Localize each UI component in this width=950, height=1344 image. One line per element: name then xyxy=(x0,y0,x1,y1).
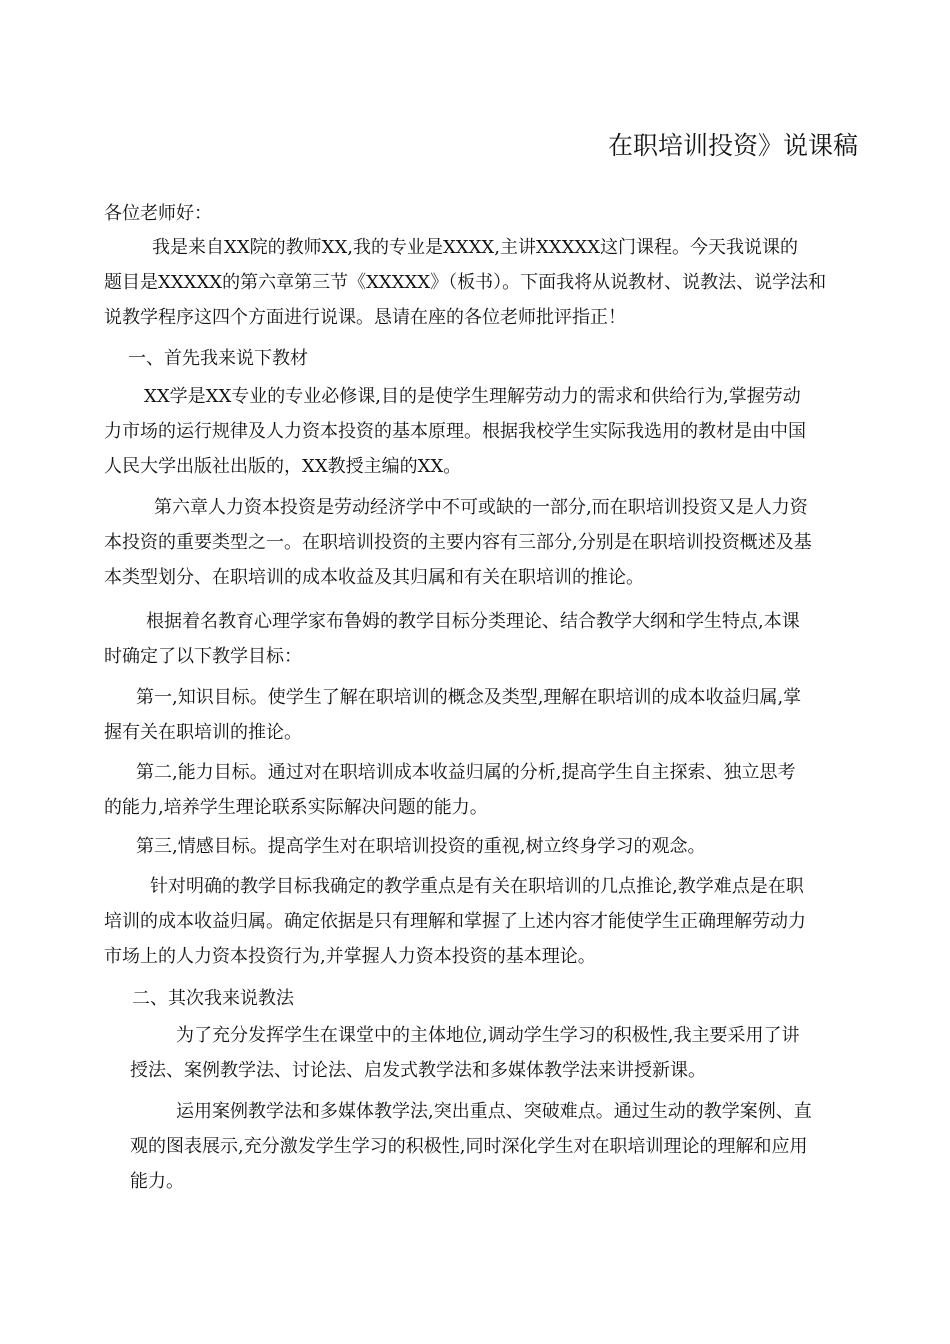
paragraph-line: 时确定了以下教学目标： xyxy=(104,646,302,667)
paragraph-line: 握有关在职培训的推论。 xyxy=(104,722,302,743)
paragraph-line: 针对明确的教学目标我确定的教学重点是有关在职培训的几点推论,教学难点是在职 xyxy=(150,876,804,897)
paragraph-line: 观的图表展示,充分激发学生学习的积极性,同时深化学生对在职培训理论的理解和应用 xyxy=(130,1136,808,1157)
section-heading-methods xyxy=(132,981,294,1016)
paragraph-chapter xyxy=(104,490,812,595)
paragraph-line: 的能力,培养学生理论联系实际解决问题的能力。 xyxy=(104,797,488,818)
document-title: 在职培训投资》说课稿 xyxy=(607,131,858,160)
paragraph-line: 培训的成本收益归属。确定依据是只有理解和掌握了上述内容才能使学生正确理解劳动力 xyxy=(104,911,806,932)
paragraph-objective-knowledge xyxy=(104,680,801,750)
paragraph-line: 根据着名教育心理学家布鲁姆的教学目标分类理论、结合教学大纲和学生特点,本课 xyxy=(146,611,800,632)
paragraph-line: 为了充分发挥学生在课堂中的主体地位,调动学生学习的积极性,我主要采用了讲 xyxy=(176,1025,800,1046)
paragraph-objective-emotion xyxy=(136,829,705,864)
paragraph-course xyxy=(104,379,806,484)
paragraph-key-points xyxy=(104,869,806,974)
paragraph-line: 本类型划分、在职培训的成本收益及其归属和有关在职培训的推论。 xyxy=(104,567,644,588)
paragraph-line: 市场上的人力资本投资行为,并掌握人力资本投资的基本理论。 xyxy=(104,946,596,967)
paragraph-line: 第二,能力目标。通过对在职培训成本收益归属的分析,提高学生自主探索、独立思考 xyxy=(136,762,796,783)
heading-text: 二、其次我来说教法 xyxy=(132,988,294,1009)
paragraph-line: 第六章人力资本投资是劳动经济学中不可或缺的一部分,而在职培训投资又是人力资 xyxy=(154,497,808,518)
paragraph-line: 人民大学出版社出版的，XX教授主编的XX。 xyxy=(104,456,462,477)
paragraph-line: 说教学程序这四个方面进行说课。恳请在座的各位老师批评指正！ xyxy=(104,307,626,328)
paragraph-case-method xyxy=(130,1094,812,1199)
paragraph-objectives-intro xyxy=(104,604,800,674)
greeting xyxy=(104,196,212,231)
paragraph-methods xyxy=(130,1018,799,1088)
paragraph-line: 授法、案例教学法、讨论法、启发式教学法和多媒体教学法来讲授新课。 xyxy=(130,1060,706,1081)
paragraph-line: 力市场的运行规律及人力资本投资的基本原理。根据我校学生实际我选用的教材是由中国 xyxy=(104,421,806,442)
section-heading-textbook xyxy=(128,341,308,376)
paragraph-line: 能力。 xyxy=(130,1171,184,1192)
paragraph-line: 本投资的重要类型之一。在职培训投资的主要内容有三部分,分别是在职培训投资概述及基 xyxy=(104,532,812,553)
paragraph-line: 题目是XXXXX的第六章第三节《XXXXX》（板书）。下面我将从说教材、说教法、说学法和 xyxy=(104,272,827,293)
paragraph-line: 我是来自XX院的教师XX,我的专业是XXXX,主讲XXXXX这门课程。今天我说课的 xyxy=(152,237,799,258)
greeting-text: 各位老师好： xyxy=(104,203,212,224)
paragraph-line: 第一,知识目标。使学生了解在职培训的概念及类型,理解在职培训的成本收益归属,掌 xyxy=(136,687,802,708)
paragraph-line: 第三,情感目标。提高学生对在职培训投资的重视,树立终身学习的观念。 xyxy=(136,836,706,857)
paragraph-line: 运用案例教学法和多媒体教学法,突出重点、突破难点。通过生动的教学案例、直 xyxy=(176,1101,812,1122)
paragraph-intro xyxy=(104,230,826,335)
paragraph-line: XX学是XX专业的专业必修课,目的是使学生理解劳动力的需求和供给行为,掌握劳动 xyxy=(144,386,801,407)
paragraph-objective-ability xyxy=(104,755,795,825)
heading-text: 一、首先我来说下教材 xyxy=(128,348,308,369)
